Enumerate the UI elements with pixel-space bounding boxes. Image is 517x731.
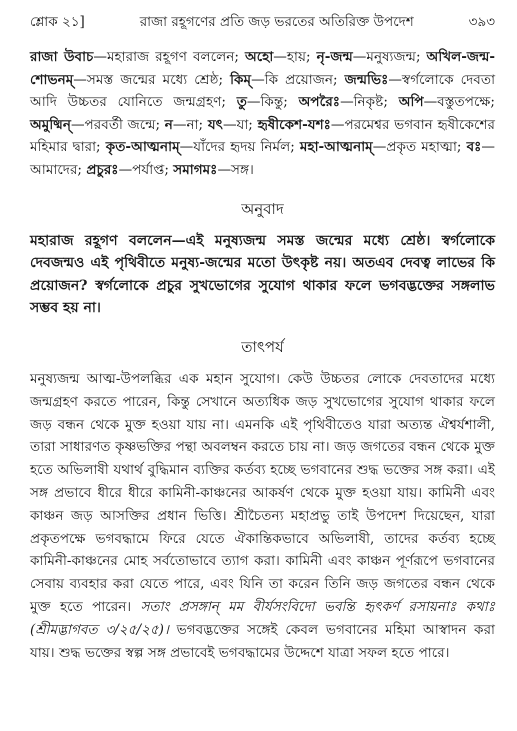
synonym-term: নৃ-জন্ম [316,49,353,65]
synonym-meaning: স্বর্গলোকে দেবতা আদি উচ্চতর যোনিতে জন্মগ্রহণ; [30,71,496,111]
synonym-term: কিম্ [230,71,252,88]
synonym-meaning: মহারাজ রহূগণ বললেন; [106,49,239,65]
synonym-term: অপি [398,94,424,111]
purport-quote: সতাং প্রসঙ্গান্ মম বীর্যসংবিদো ভবন্তি হৃৎকর্ণ রসায়নাঃ কথাঃ [140,598,495,615]
page-number: ৩৯৩ [468,14,495,30]
verse-reference: শ্লোক ২১] [30,14,85,30]
synonym-meaning: পর্যাপ্ত; [132,161,169,178]
synonym-term: অমুষ্মিন্ [30,116,71,133]
translation-text: মহারাজ রহূগণ বললেন—এই মনুষ্যজন্ম সমস্ত জন্মের মধ্যে শ্রেষ্ঠ। স্বর্গলোকে দেবজন্মও এই পৃথিবীতে মনুষ্য-জন্মের মতো উৎকৃষ্ট নয়। অতএব দেবত্ব লাভের কি প্রয়োজন? স্বর্গলোকে প্রচুর সুখভোগের সুযোগ থাকার ফলে ভগবদ্ভক্তের সঙ্গলাভ সম্ভব হয় না। [30,232,495,317]
chapter-title: রাজা রহূগণের প্রতি জড় ভরতের অতিরিক্ত উপদেশ [139,14,414,30]
synonym-meaning: মনুষ্যজন্ম; [366,49,421,65]
synonym-term: তু [236,94,247,111]
synonym-term: অহো [244,49,274,65]
synonym-meaning: কিন্তু; [260,94,288,111]
synonym-meaning: যাঁদের হৃদয় নির্মল; [193,139,295,156]
running-head [30,0,495,32]
synonym-term: হৃষীকেশ-যশঃ [257,116,331,133]
synonym-meaning: পরমেশ্বর ভগবান হৃষীকেশের মহিমার দ্বারা; [30,116,495,156]
translation-heading: অনুবাদ [241,199,284,218]
purport-text [30,368,495,664]
synonym-meaning: আমাদের; [30,161,83,178]
synonym-term: কৃত-আত্মনাম্ [105,139,180,156]
purport-citation: (শ্রীমদ্ভাগবত ৩/২৫/২৫)। [30,621,169,638]
synonym-meaning: সঙ্গ। [231,161,254,178]
synonym-term: যৎ [207,116,223,133]
purport-heading: তাৎপর্য [241,337,284,356]
synonym-term: অপরৈঃ [298,94,341,111]
synonym-meaning: কি প্রয়োজন; [264,71,338,88]
synonym-meaning: না; [186,116,204,133]
synonym-meaning: পরবর্তী জন্মে; [84,116,161,133]
synonym-meaning: হায়; [286,49,311,65]
synonym-term: সমাগমঃ [173,161,218,178]
synonym-meaning: বস্তুতপক্ষে; [437,94,495,111]
synonym-term: ন [164,116,173,133]
synonyms-block: রাজা উবাচ—মহারাজ রহূগণ বললেন; অহো—হায়; নৃ-জন্ম—মনুষ্যজন্ম; অখিল-জন্ম-শোভনম্—সমস্ত জন্মের মধ্যে শ্রেষ্ঠ; কিম্—কি প্রয়োজন; জন্মভিঃ—স্বর্গলোকে দেবতা আদি উচ্চতর যোনিতে জন্মগ্রহণ; তু—কিন্তু; অপরৈঃ—নিকৃষ্ট; অপি—বস্তুতপক্ষে; অমুষ্মিন্—পরবর্তী জন্মে; ন—না; যৎ—যা; হৃষীকেশ-যশঃ—পরমেশ্বর ভগবান হৃষীকেশের মহিমার দ্বারা; কৃত-আত্মনাম্—যাঁদের হৃদয় নির্মল; মহা-আত্মনাম্—প্রকৃত মহাত্মা; বঃ—আমাদের; প্রচুরঃ—পর্যাপ্ত; সমাগমঃ—সঙ্গ। [30,49,496,178]
synonym-term: অখিল-জন্ম-শোভনম্ [30,49,495,88]
synonym-term: বঃ [466,139,482,156]
synonym-term: জন্মভিঃ [344,71,389,88]
synonym-meaning: নিকৃষ্ট; [353,94,388,111]
purport-text-after: ভগবদ্ভক্তের সঙ্গেই কেবল ভগবানের মহিমা আস্বাদন করা যায়। শুদ্ধ ভক্তের স্বল্প সঙ্গ প্রভাবেই ভগবদ্ধামের উদ্দেশে যাত্রা সফল হতে পারে। [30,621,495,661]
synonym-meaning: যা; [236,116,253,133]
synonym-meaning: সমস্ত জন্মের মধ্যে শ্রেষ্ঠ; [86,71,224,88]
synonym-term: মহা-আত্মনাম্ [299,139,373,156]
synonym-term: রাজা উবাচ [30,49,94,65]
purport-text-before: মনুষ্যজন্ম আত্ম-উপলব্ধির এক মহান সুযোগ। কেউ উচ্চতর লোকে দেবতাদের মধ্যে জন্মগ্রহণ করতে পারেন, কিন্তু সেখানে অত্যধিক জড় সুখভোগের সুযোগ থাকার ফলে জড় বন্ধন থেকে মুক্ত হওয়া যায় না। এমনকি এই পৃথিবীতেও যারা অত্যন্ত ঐশ্বর্যশালী, তারা সাধারণত কৃষ্ণভক্তির পন্থা অবলম্বন করতে চায় না। জড় জগতের বন্ধন থেকে মুক্ত হতে অভিলাষী যথার্থ বুদ্ধিমান ব্যক্তির কর্তব্য হচ্ছে ভগবানের শুদ্ধ ভক্তের সঙ্গ করা। এই সঙ্গ প্রভাবে ধীরে ধীরে কামিনী-কাঞ্চনের আকর্ষণ থেকে মুক্ত হওয়া যায়। কামিনী এবং কাঞ্চন জড় আসক্তির প্রধান ভিত্তি। শ্রীচৈতন্য মহাপ্রভু তাই উপদেশ দিয়েছেন, যারা প্রকৃতপক্ষে ভগবদ্ধামে ফিরে যেতে ঐকান্তিকভাবে অভিলাষী, তাদের কর্তব্য হচ্ছে কামিনী-কাঞ্চনের মোহ সর্বতোভাবে ত্যাগ করা। কামিনী এবং কাঞ্চন পূর্ণরূপে ভগবানের সেবায় ব্যবহার করা যেতে পারে, এবং যিনি তা করেন তিনি জড় জগতের বন্ধন থেকে মুক্ত হতে পারেন। [30,370,495,615]
synonym-meaning: প্রকৃত মহাত্মা; [386,139,462,156]
synonym-term: প্রচুরঃ [86,161,119,178]
